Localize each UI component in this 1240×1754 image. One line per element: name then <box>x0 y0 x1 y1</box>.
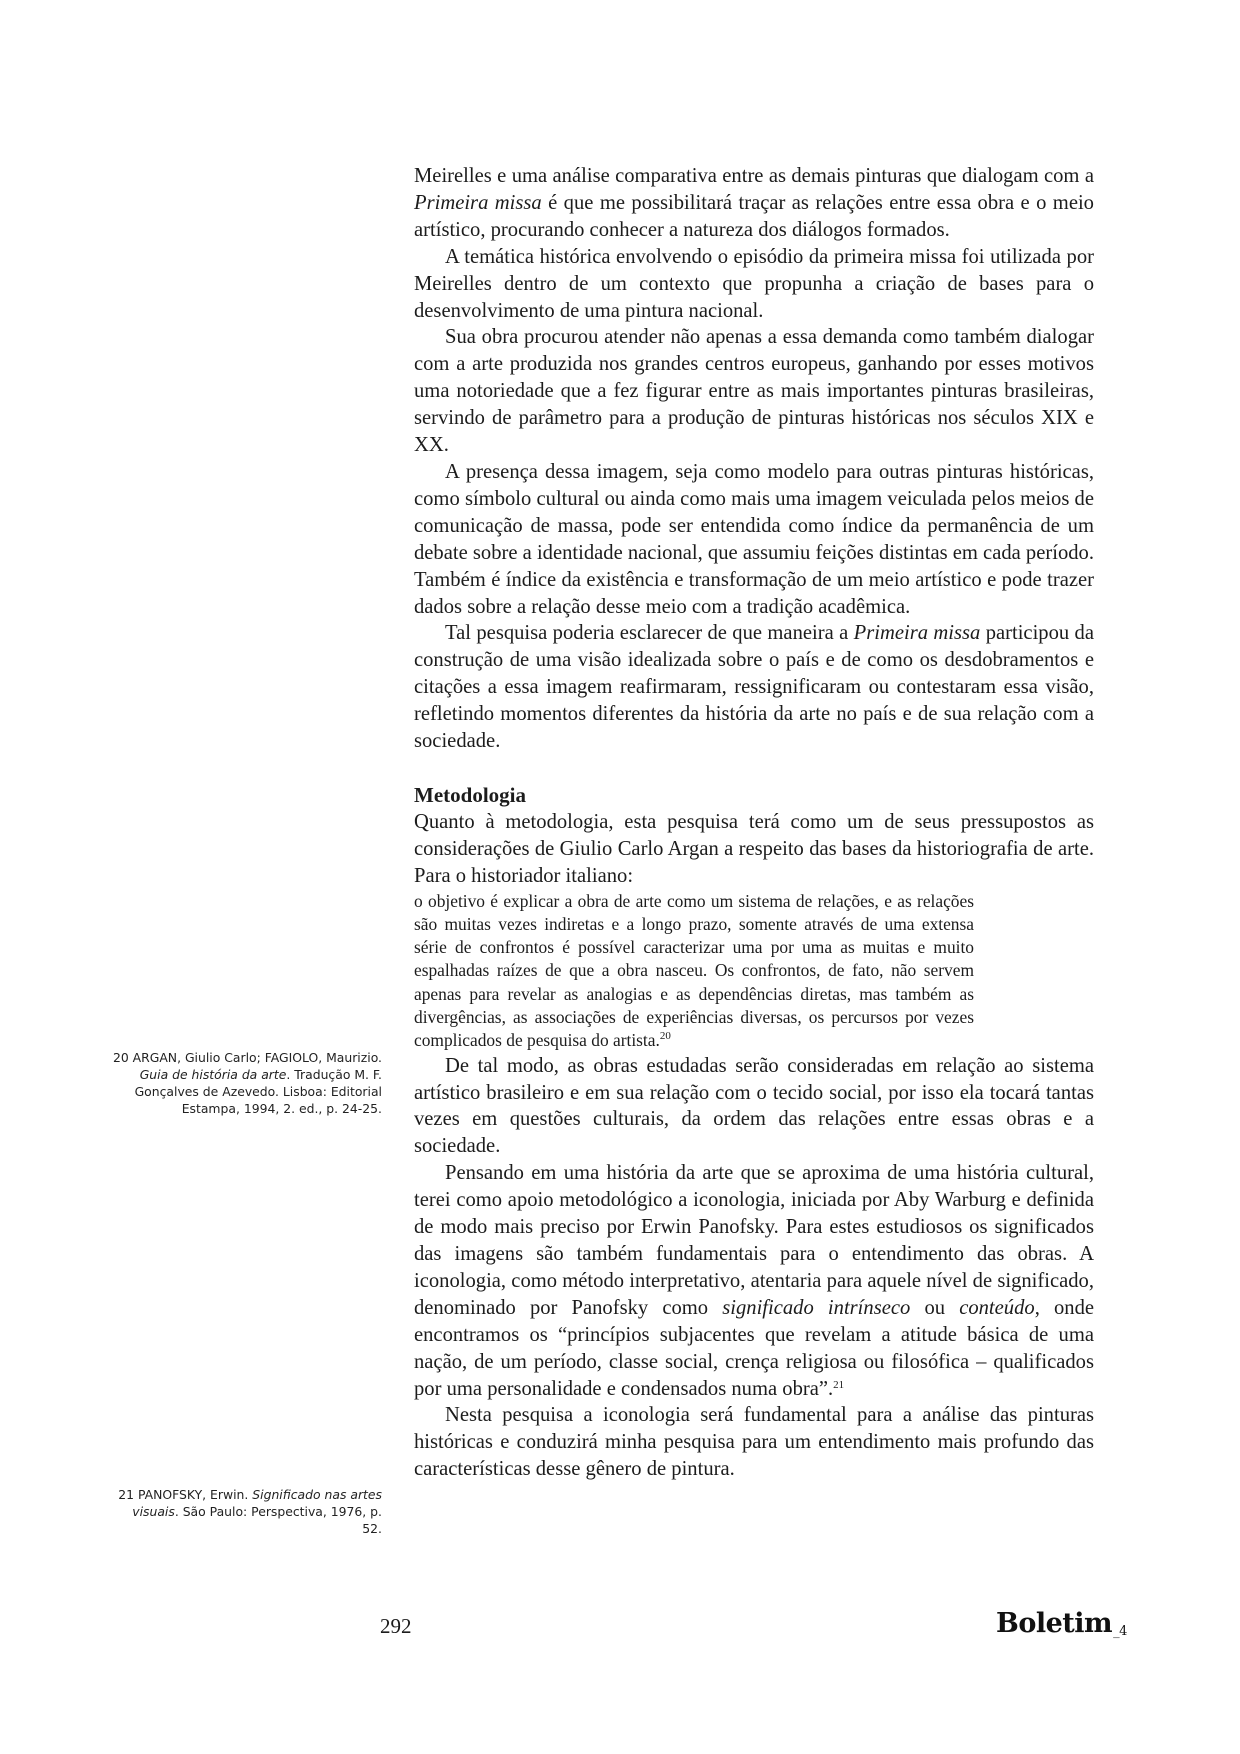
paragraph-1: Meirelles e uma análise comparativa entre as demais pinturas que dialogam com a Primeira missa é que me possibilitará traçar as relações entre essa obra e o meio artístico, procurando conhecer a natureza dos diálogos formados. <box>414 165 1094 241</box>
paragraph-8: Pensando em uma história da arte que se aproxima de uma história cultural, terei como apoio metodológico a iconologia, iniciada por Aby Warburg e definida de modo mais preciso por Erwin Panofsky. Para estes estudiosos os significados das imagens são também fundamentais para o entendimento das obras. A iconologia, como método interpretativo, atentaria para aquele nível de significado, denominado por Panofsky como significado intrínseco ou conteúdo, onde encontramos os “princípios subjacentes que revelam a atitude básica de uma nação, de um período, classe social, crença religiosa ou filosófica – qualificados por uma personalidade e condensados numa obra”.$^{21}$ <box>414 1162 1095 1400</box>
paragraph-6: Quanto à metodologia, esta pesquisa terá como um de seus pressupostos as considerações de Giulio Carlo Argan a respeito das bases da historiografia de arte. Para o historiador italiano: <box>414 810 1094 887</box>
page-number: 292 <box>380 1614 412 1638</box>
paragraph-9: Nesta pesquisa a iconologia será fundamental para a análise das pinturas históricas e conduzirá minha pesquisa para um entendimento mais profundo das características desse gênero de pintura. <box>414 1404 1094 1481</box>
emphasis-significado-intrinseco: significado intrínseco <box>722 1296 911 1319</box>
paragraph-2: A temática histórica envolvendo o episódio da primeira missa foi utilizada por Meirelles dentro de um contexto que propunha a criação de bases para o desenvolvimento de uma pintura nacional. <box>414 245 1094 322</box>
footnote-ref-21: 21 <box>833 1378 845 1391</box>
footnote-20: 20 ARGAN, Giulio Carlo; FAGIOLO, Maurizio. Guia de história da arte. Tradução M. F. Gonçalves de Azevedo. Lisboa: Editorial Estampa, 1994, 2. ed., p. 24-25. <box>112 1050 382 1116</box>
emphasis-primeira-missa: Primeira missa <box>853 622 981 645</box>
paragraph-5: Tal pesquisa poderia esclarecer de que maneira a Primeira missa participou da construção de uma visão idealizada sobre o país e de como os desdobramentos e citações a essa imagem reafirmaram, ressignificaram ou contestaram essa visão, refletindo momentos diferentes da história da arte no país e de sua relação com a sociedade. <box>414 622 1094 753</box>
block-quote: o objetivo é explicar a obra de arte como um sistema de relações, e as relações são muitas vezes indiretas e a longo prazo, somente através de uma extensa série de confrontos é possível caracterizar uma por uma as muitas e muito espalhadas raízes de que a obra nasceu. Os confrontos, de fato, não servem apenas para revelar as analogias e as dependências diretas, mas também as divergências, as associações de experiências diversas, os percursos por vezes complicados de pesquisa do artista.$^{20}$ <box>414 890 974 1051</box>
footnote-21: 21 PANOFSKY, Erwin. Significado nas artes visuais. São Paulo: Perspectiva, 1976, p. 52. <box>118 1487 382 1536</box>
section-heading: Metodologia <box>414 782 526 807</box>
journal-logo: Boletim$_{\_4}$ <box>996 1608 1127 1639</box>
main-text-column <box>414 163 1094 1483</box>
emphasis-conteudo: conteúdo <box>959 1296 1035 1319</box>
footnote-ref-20: 20 <box>659 1030 671 1043</box>
paragraph-7: De tal modo, as obras estudadas serão consideradas em relação ao sistema artístico brasileiro e em sua relação com o tecido social, por isso ela tocará tantas vezes em questões culturais, da ordem das relações entre essas obras e a sociedade. <box>414 1054 1094 1158</box>
emphasis-primeira-missa: Primeira missa <box>414 191 542 214</box>
paragraph-3: Sua obra procurou atender não apenas a essa demanda como também dialogar com a arte produzida nos grandes centros europeus, ganhando por esses motivos uma notoriedade que a fez figurar entre as mais importantes pinturas brasileiras, servindo de parâmetro para a produção de pinturas históricas nos séculos XIX e XX. <box>414 326 1094 457</box>
paragraph-4: A presença dessa imagem, seja como modelo para outras pinturas históricas, como símbolo cultural ou ainda como mais uma imagem veiculada pelos meios de comunicação de massa, pode ser entendida como índice da permanência de um debate sobre a identidade nacional, que assumiu feições distintas em cada período. Também é índice da existência e transformação de um meio artístico e pode trazer dados sobre a relação desse meio com a tradição acadêmica. <box>414 460 1094 618</box>
